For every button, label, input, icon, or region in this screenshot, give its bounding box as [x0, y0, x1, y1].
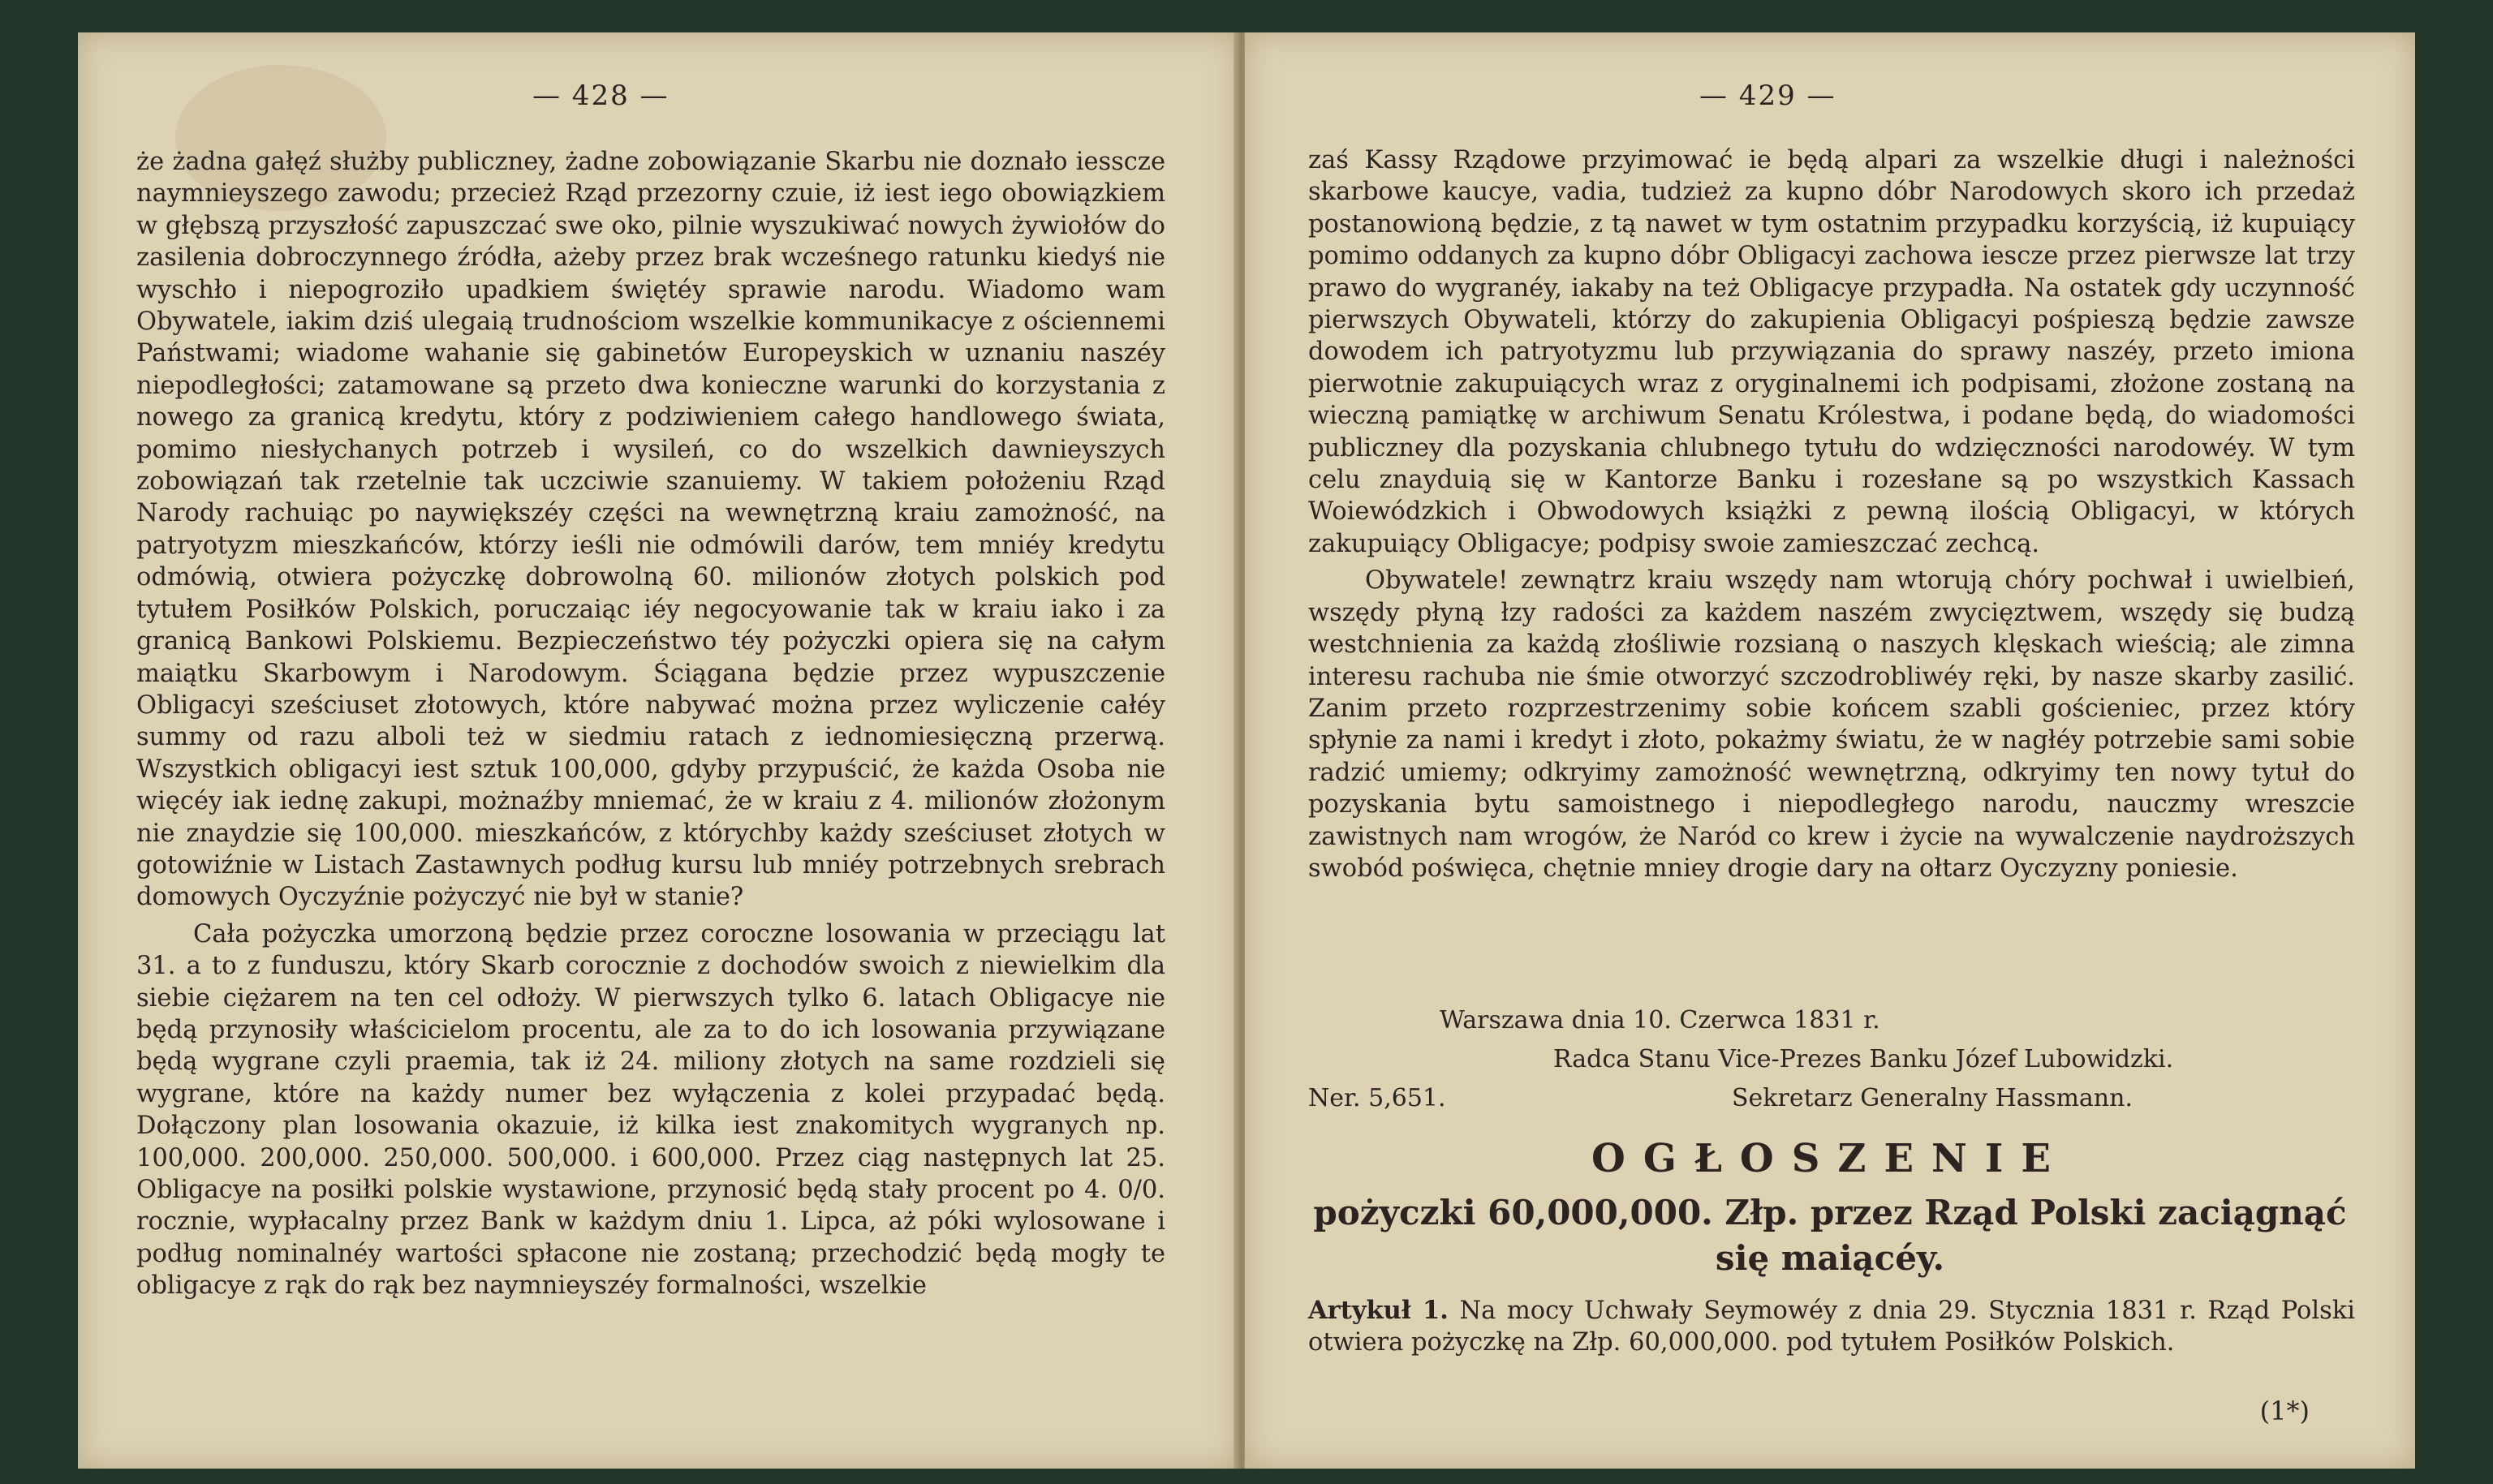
paragraph: że żadna gałęź służby publiczney, żadne zobowiązanie Skarbu nie doznało iesscze naymnieyszego zawodu; przecież Rząd przezorny czuie, iż iest iego obowiązkiem w głębszą przyszłość zapuszczać swe oko, pilnie wyszukiwać nowych żywiołów do zasilenia dobroczynnego źródła, ażeby przez brak wcześnego ratunku kiedyś nie wyschło i niepogroziło upadkiem świętéy sprawie narodu. Wiadomo wam Obywatele, iakim dziś ulegaią trudnościom wszelkie kommunikacye z ościennemi Państwami; wiadome wahanie się gabinetów Europeyskich w uznaniu naszéy niepodległości; zatamowane są przeto dwa konieczne warunki do korzystania z nowego za granicą kredytu, który z podziwieniem całego handlowego świata, pomimo niesłychanych potrzeb i wysileń, co do wszelkich dawnieyszych zobowiązań tak rzetelnie tak uczciwie szanuiemy. W takiem położeniu Rząd Narody rachuiąc po naywiększéy części na wewnętrzną kraiu zamożność, na patryotyzm mieszkańców, którzy ieśli nie odmówili darów, tem mniéy kredytu odmówią, otwiera pożyczkę dobrowolną 60. milionów złotych polskich pod tytułem Posiłków Polskich, poruczaiąc iéy negocyowanie tak w kraiu iako i za granicą Bankowi Polskiemu. Bezpieczeństwo téy pożyczki opiera się na całym maiątku Skarbowym i Narodowym. Ściągana będzie przez wypuszczenie Obligacyi sześciuset złotowych, które nabywać można przez wyliczenie całéy summy od razu alboli też w siedmiu ratach z iednomiesięczną przerwą. Wszystkich obligacyi iest sztuk 100,000, gdyby przypuścić, że każda Osoba nie więcéy iak iednę zakupi, możnaźby mniemać, że w kraiu z 4. milionów złożonym nie znaydzie się 100,000. mieszkańców, z którychby każdy sześciuset złotych w gotowiźnie w Listach Zastawnych podług kursu lub mniéy potrzebnych srebrach domowych Oyczyźnie pożyczyć nie był w stanie? [136, 148, 1165, 912]
signature-vice-president: Radca Stanu Vice-Prezes Banku Józef Lubowidzki. [1553, 1045, 2174, 1073]
page-body [1308, 144, 2355, 889]
article-lead: Artykuł 1. [1308, 1296, 1449, 1325]
paragraph: zaś Kassy Rządowe przyimować ie będą alpari za wszelkie długi i należności skarbowe kaucye, vadia, tudzież za kupno dóbr Narodowych skoro ich przedaż postanowioną będzie, z tą nawet w tym ostatnim przypadku korzyścią, iż kupuiący pomimo oddanych za kupno dóbr Obligacyi zachowa iescze przez pierwsze lat trzy prawo do wygranéy, iakaby na też Obligacye przypadła. Na ostatek gdy uczynność pierwszych Obywateli, którzy do zakupienia Obligacyi pośpieszą będzie zawsze dowodem ich patryotyzmu lub przywiązania do sprawy naszéy, przeto imiona pierwotnie zakupuiących wraz z oryginalnemi ich podpisami, złożone zostaną na wieczną pamiątkę w archiwum Senatu Królestwa, i podane będą, do wiadomości publiczney dla pozyskania chlubnego tytułu do wdzięczności narodowéy. W tym celu znayduią się w Kantorze Banku i rozesłane są po wszystkich Kassach Woiewódzkich i Obwodowych książki z pewną ilością Obligacyi, w których zakupuiący Obligacye; podpisy swoie zamieszczać zechcą. [1308, 146, 2355, 558]
announcement-subtitle-continued: się maiącéy. [1715, 1238, 1945, 1278]
page-body [136, 146, 1165, 1307]
announcement-subtitle: pożyczki 60,000,000. Złp. przez Rząd Polski zaciągnąć [1313, 1193, 2347, 1232]
sheet-mark: (1*) [2259, 1396, 2310, 1426]
right-page [1245, 32, 2415, 1469]
paragraph: Cała pożyczka umorzoną będzie przez coroczne losowania w przeciągu lat 31. a to z funduszu, który Skarb corocznie z dochodów swoich z niewielkim dla siebie ciężarem na ten cel odłoży. W pierwszych tylko 6. latach Obligacye nie będą przynosiły właścicielom procentu, ale za to do ich losowania przywiązane będą wygrane czyli praemia, tak iż 24. miliony złotych na same rozdzieli się wygrane, które na każdy numer bez wyłączenia z kolei przypadać będą. Dołączony plan losowania okazuie, iż kilka iest znakomitych wygranych np. 100,000. 200,000. 250,000. 500,000. i 600,000. Przez ciąg następnych lat 25. Obligacye na posiłki polskie wystawione, przynosić będą stały procent po 4. 0/0. rocznie, wypłacalny przez Bank w każdym dniu 1. Lipca, aż póki wylosowane i podług nominalnéy wartości spłacone nie zostaną; przechodzić będą mogły te obligacye z rąk do rąk bez naymnieyszéy formalności, wszelkie [136, 919, 1165, 1301]
article-text: Na mocy Uchwały Seymowéy z dnia 29. Stycznia 1831 r. Rząd Polski otwiera pożyczkę na Złp. 60,000,000. pod tytułem Posiłków Polskich. [1308, 1297, 2356, 1357]
page-number: — 428 — [532, 80, 670, 112]
announcement-title: OGŁOSZENIE [1591, 1136, 2069, 1181]
signature-secretary: Sekretarz Generalny Hassmann. [1732, 1084, 2133, 1112]
paragraph: Obywatele! zewnątrz kraiu wszędy nam wtorują chóry pochwał i uwielbień, wszędy płyną łzy radości za każdem naszém zwycięztwem, wszędy się budzą westchnienia za każdą złośliwie rozsianą o naszych klęskach wieścią; ale zimna interesu rachuba nie śmie otworzyć szczodrobliwéy ręki, by nasze skarby zasilić. Zanim przeto rozprzestrzenimy sobie końcem szabli gościeniec, przez który spłynie za nami i kredyt i złoto, pokażmy światu, że w nagłéy potrzebie sami sobie radzić umiemy; odkryimy zamożność wewnętrzną, odkryimy ten nowy tytuł do pozyskania bytu samoistnego i niepodległego narodu, nauczmy wreszcie zawistnych nam wrogów, że Naród co krew i życie na wywalczenie naydroższych swobód poświęca, chętnie mniey drogie dary na ołtarz Oyczyzny poniesie. [1308, 566, 2355, 883]
page-number: — 429 — [1699, 80, 1836, 112]
left-page [78, 32, 1238, 1469]
document-number: Ner. 5,651. [1308, 1084, 1446, 1112]
article-1 [1308, 1295, 2355, 1359]
date-line: Warszawa dnia 10. Czerwca 1831 r. [1440, 1006, 1880, 1034]
